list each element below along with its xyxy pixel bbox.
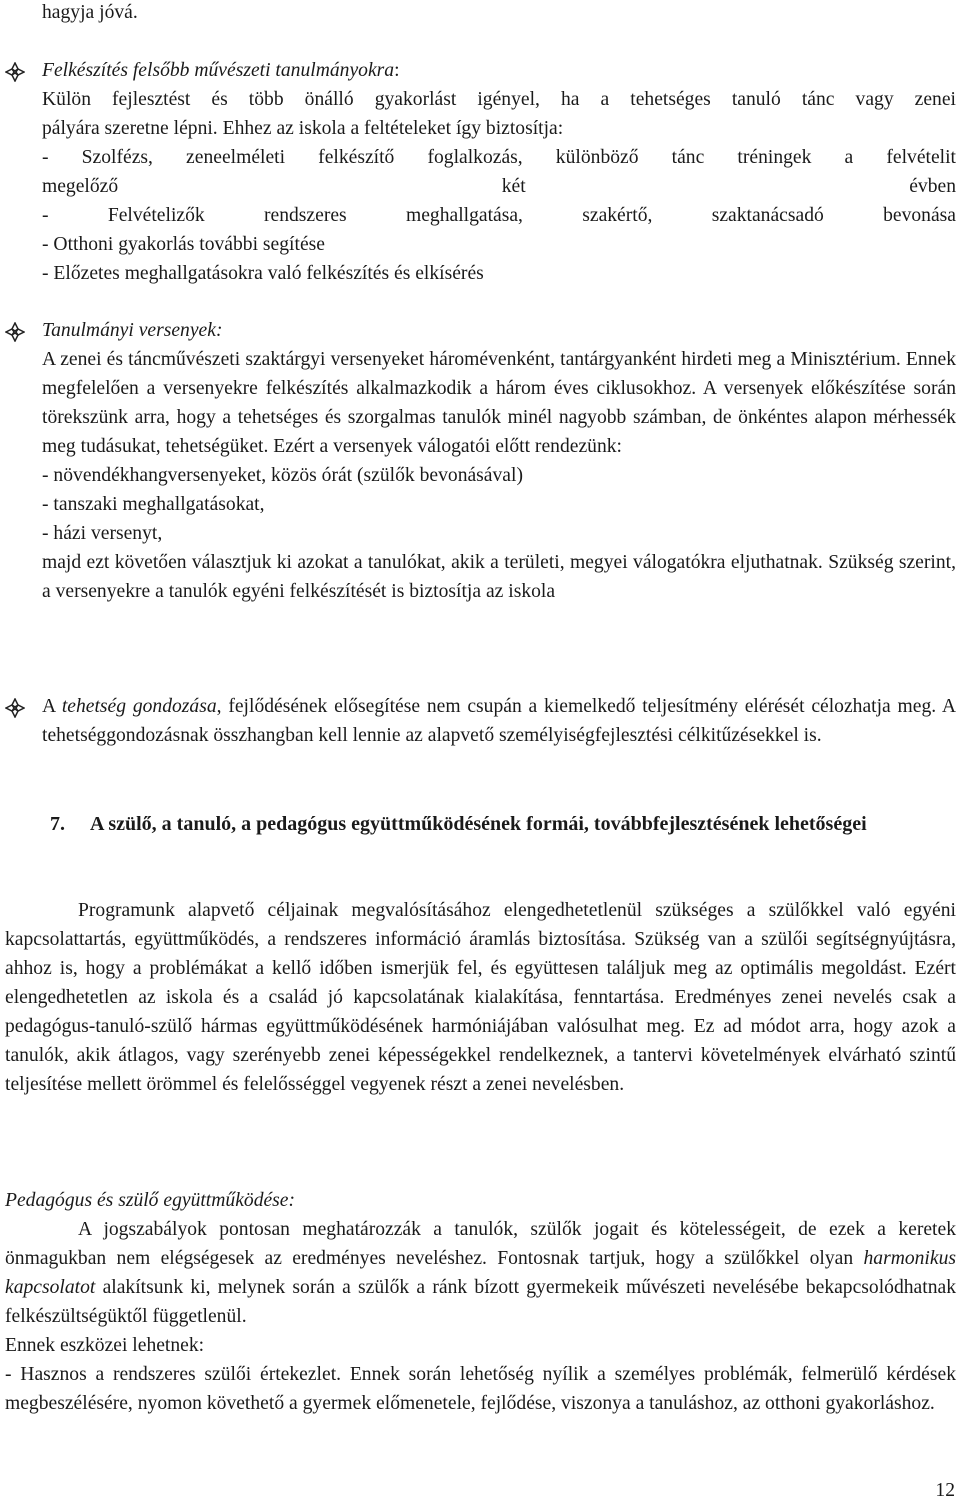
section-talent-care	[42, 692, 956, 750]
page-number: 12	[935, 1480, 955, 1501]
art-prep-line: - Szolfézs, zeneelméleti felkészítő foglalkozás, különböző tánc tréningek a felvételit	[42, 147, 956, 168]
diamond-bullet-icon	[5, 62, 25, 82]
competitions-list-item: - növendékhangversenyeket, közös órát (szülők bevonásával)	[42, 465, 523, 486]
art-prep-colon: :	[394, 60, 400, 81]
teacher-parent-paragraph	[5, 1215, 956, 1331]
art-prep-line: - Felvételizők rendszeres meghallgatása, szakértő, szaktanácsadó bevonása	[42, 205, 956, 226]
teacher-parent-title: Pedagógus és szülő együttműködése:	[5, 1190, 296, 1211]
art-prep-line: - Otthoni gyakorlás további segítése	[42, 234, 325, 255]
talent-pre: A	[42, 696, 62, 717]
competitions-tail: majd ezt követően választjuk ki azokat a tanulókat, akik a területi, megyei válogatókra eljuthatnak. Szükség szerint, a versenyekre a tanulók egyéni felkészítését is biztosítja az iskola	[42, 552, 956, 602]
diamond-bullet-icon	[5, 698, 25, 718]
competitions-title: Tanulmányi versenyek:	[42, 320, 223, 341]
competitions-list-item: - házi versenyt,	[42, 523, 163, 544]
art-prep-line: Külön fejlesztést és több önálló gyakorlást igényel, ha a tehetséges tanuló tánc vagy zenei	[42, 89, 956, 110]
talent-post: , fejlődésének elősegítése nem csupán a kiemelkedő teljesítmény elérését célozhatja meg. A tehetséggondozásnak összhangban kell lennie az alapvető személyiségfejlesztési célkitűzésekkel is.	[42, 696, 956, 746]
section-heading	[42, 810, 956, 839]
art-prep-line: pályára szeretne lépni. Ehhez az iskola a feltételeket így biztosítja:	[42, 118, 564, 139]
teacher-parent-section	[5, 1186, 956, 1418]
tools-label: Ennek eszközei lehetnek:	[5, 1335, 205, 1356]
intro-line	[42, 0, 956, 27]
tp-emphasis: harmonikus kapcsolatot	[5, 1248, 956, 1298]
section-number: 7.	[50, 813, 65, 835]
intro-text: hagyja jóvá.	[42, 2, 138, 23]
section-art-preparation	[42, 56, 956, 288]
tp-post: alakítsunk ki, melynek során a szülők a ránk bízott gyermekeik művészeti nevelésébe bekapcsolódhatnak felkészültségüktől függetlenül.	[5, 1277, 956, 1327]
tp-pre: A jogszabályok pontosan meghatározzák a tanulók, szülők jogait és kötelességeit, de ezek a keretek önmagukban nem elégségesek az eredményes neveléshez. Fontosnak tartjuk, hogy a szülőkkel olyan	[5, 1219, 956, 1269]
talent-emphasis: tehetség gondozása	[61, 696, 217, 717]
art-prep-line: - Előzetes meghallgatásokra való felkészítés és elkísérés	[42, 263, 484, 284]
tools-list-item: - Hasznos a rendszeres szülői értekezlet. Ennek során lehetőség nyílik a személyes problémák, felmerülő kérdések megbeszélésére, nyomon követhető a gyermek előmenetele, fejlődése, viszonya a tanuláshoz, az otthoni gyakorláshoz.	[5, 1364, 956, 1414]
cooperation-paragraph: Programunk alapvető céljainak megvalósításához elengedhetetlenül szükséges a szülőkkel való egyéni kapcsolattartás, együttműködés, a rendszeres információ áramlás biztosítása. Szükség van a szülői segítségnyújtásra, ahhoz is, hogy a problémákat a kellő időben ismerjük fel, és együttesen találjuk meg az optimális megoldást. Ezért elengedhetetlen az iskola és a család jó kapcsolatának kialakítása, fenntartása. Eredményes zenei nevelés csak a pedagógus-tanuló-szülő hármas együttműködésének harmóniájában valósulhat meg. Ez ad módot arra, hogy azok a tanulók, akik átlagos, vagy szerényebb zenei képességekkel rendelkeznek, a tantervi követelmények elvárható szintű teljesítése mellett örömmel és felelősséggel vegyenek részt a zenei nevelésben.	[5, 900, 956, 1095]
section-title: A szülő, a tanuló, a pedagógus együttműködésének formái, továbbfejlesztésének lehetőségei	[90, 813, 867, 835]
competitions-list-item: - tanszaki meghallgatásokat,	[42, 494, 265, 515]
section-competitions	[42, 316, 956, 606]
competitions-paragraph: A zenei és táncművészeti szaktárgyi versenyeket háromévenként, tantárgyanként hirdeti meg a Minisztérium. Ennek megfelelően a versenyekre felkészítés alkalmazkodik a három éves ciklusokhoz. A versenyek előkészítése során törekszünk arra, hogy a tehetséges és szorgalmas tanulók minél nagyobb számban, de önkéntes alapon mérhessék meg tudásukat, tehetségüket. Ezért a versenyek válogatói előtt rendezünk:	[42, 349, 956, 457]
diamond-bullet-icon	[5, 322, 25, 342]
art-prep-line: megelőző két évben	[42, 176, 956, 197]
art-prep-title: Felkészítés felsőbb művészeti tanulmányokra	[42, 60, 395, 81]
